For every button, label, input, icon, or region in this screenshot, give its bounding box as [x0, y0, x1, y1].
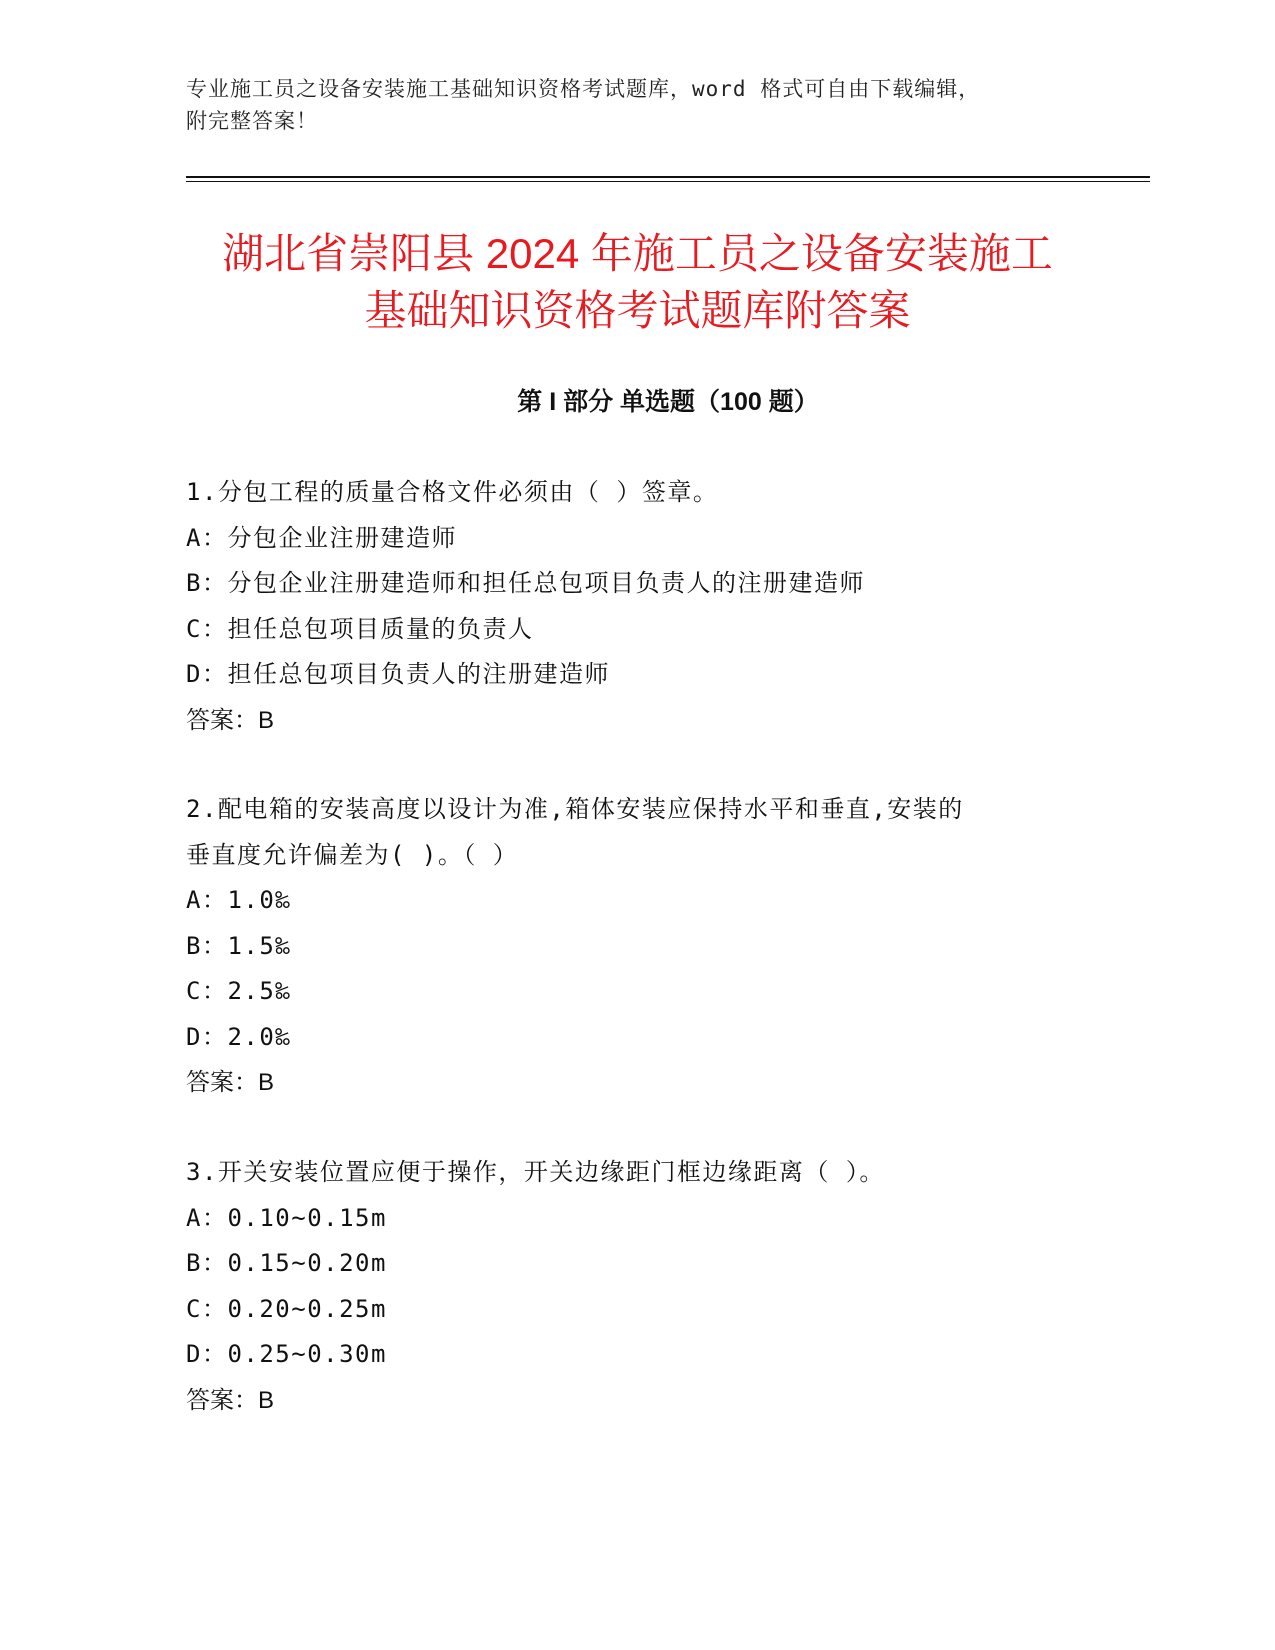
document-title — [120, 225, 1155, 339]
question-1 — [186, 470, 1086, 743]
option-c: C：2.5‰ — [186, 977, 292, 1005]
header-note-line-1: 专业施工员之设备安装施工基础知识资格考试题库，word 格式可自由下载编辑， — [186, 77, 981, 101]
section-title: 第 I 部分 单选题（100 题） — [517, 388, 819, 416]
option-a: A：分包企业注册建造师 — [186, 523, 457, 552]
option-d: D：2.0‰ — [186, 1022, 292, 1051]
option-c: C：担任总包项目质量的负责人 — [186, 614, 534, 643]
option-b: B：0.15~0.20m — [186, 1249, 387, 1277]
header-note-line-2: 附完整答案！ — [186, 109, 318, 133]
option-a: A：0.10~0.15m — [186, 1203, 387, 1232]
header-note — [186, 73, 1086, 137]
header-divider-thin — [186, 181, 1150, 182]
question-3 — [186, 1150, 1086, 1423]
option-b: B：分包企业注册建造师和担任总包项目负责人的注册建造师 — [186, 569, 865, 597]
question-stem: 3.开关安装位置应便于操作，开关边缘距门框边缘距离（ ）。 — [186, 1158, 885, 1186]
option-b: B：1.5‰ — [186, 931, 292, 960]
answer-line: 答案：B — [186, 1386, 275, 1414]
option-c: C：0.20~0.25m — [186, 1294, 387, 1323]
option-d: D：0.25~0.30m — [186, 1340, 387, 1368]
answer-line: 答案：B — [186, 1069, 275, 1096]
header-divider-thick — [186, 176, 1150, 178]
answer-line: 答案：B — [186, 706, 275, 734]
document-title-line-1: 湖北省崇阳县 2024 年施工员之设备安装施工 — [222, 230, 1053, 277]
document-title-line-2: 基础知识资格考试题库附答案 — [364, 287, 911, 334]
question-2 — [186, 787, 1086, 1106]
option-a: A：1.0‰ — [186, 886, 292, 914]
question-stem-line-2: 垂直度允许偏差为( )。（ ） — [186, 840, 519, 869]
option-d: D：担任总包项目负责人的注册建造师 — [186, 660, 610, 688]
question-stem-line-1: 2.配电箱的安装高度以设计为准,箱体安装应保持水平和垂直,安装的 — [186, 795, 964, 823]
question-stem: 1.分包工程的质量合格文件必须由（ ）签章。 — [186, 478, 719, 506]
